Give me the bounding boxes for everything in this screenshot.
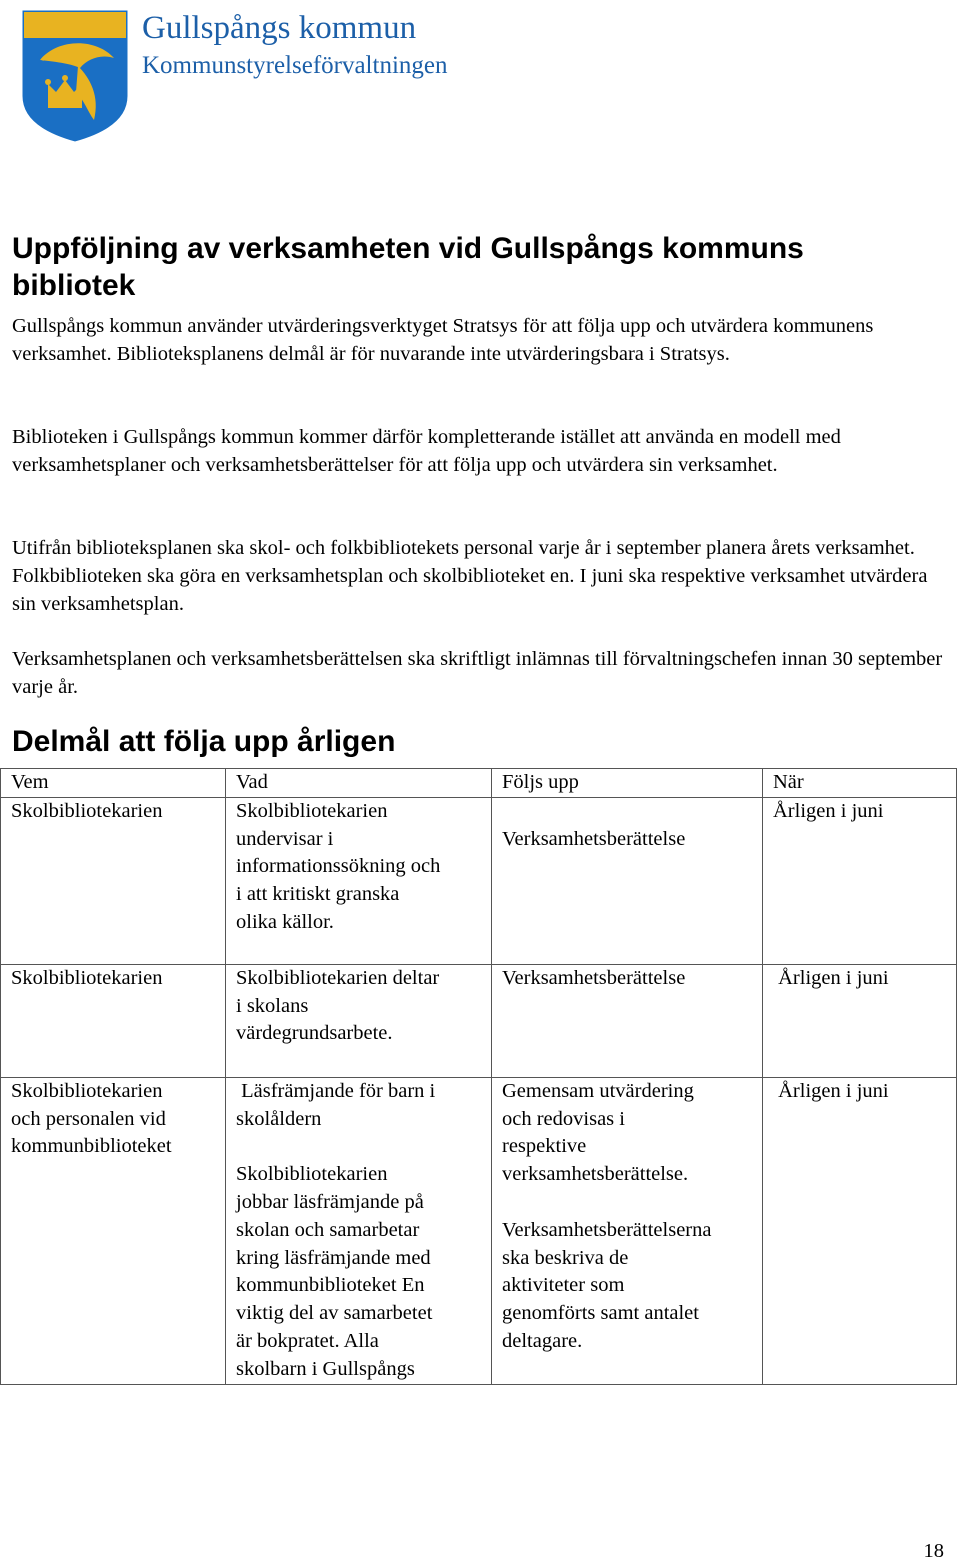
header-vem: Vem xyxy=(1,769,226,798)
department-name: Kommunstyrelseförvaltningen xyxy=(142,52,448,79)
cell-foljs-upp: Verksamhetsberättelse xyxy=(492,797,763,964)
paragraph-submission: Verksamhetsplanen och verksamhetsberättelsen ska skriftligt inlämnas till förvaltningschefen innan 30 september varje år. xyxy=(12,648,943,698)
header-vad: Vad xyxy=(226,769,492,798)
cell-nar: Årligen i juni xyxy=(763,797,957,964)
header-nar: När xyxy=(763,769,957,798)
municipal-crest-logo xyxy=(18,8,132,144)
paragraph-planning: Utifrån biblioteksplanen ska skol- och folkbibliotekets personal varje år i september planera årets verksamhet. Folkbiblioteken ska göra en verksamhetsplan och skolbiblioteket en. I juni ska respektive verksamhet utvärdera sin verksamhetsplan. xyxy=(12,537,928,615)
cell-vem: Skolbibliotekarien xyxy=(1,797,226,964)
cell-vem: Skolbibliotekarien xyxy=(1,964,226,1077)
table-row xyxy=(1,797,957,964)
page-number: 18 xyxy=(923,1540,944,1562)
cell-foljs-upp: Gemensam utvärdering och redovisas i respektive verksamhetsberättelse. Verksamhetsberättelserna ska beskriva de aktiviteter som genomförts samt antalet deltagare. xyxy=(492,1077,763,1384)
cell-vad: Skolbibliotekarien undervisar i informationssökning och i att kritiskt granska olika källor. xyxy=(226,797,492,964)
paragraph-model: Biblioteken i Gullspångs kommun kommer därför kompletterande istället att använda en modell med verksamhetsplaner och verksamhetsberättelser för att följa upp och utvärdera sin verksamhet. xyxy=(12,426,841,476)
paragraph-stratsys: Gullspångs kommun använder utvärderingsverktyget Stratsys för att följa upp och utvärdera kommunens verksamhet. Biblioteksplanens delmål är för nuvarande inte utvärderingsbara i Stratsys. xyxy=(12,315,874,365)
table-header-row xyxy=(1,769,957,798)
header-foljs-upp: Följs upp xyxy=(492,769,763,798)
cell-nar: Årligen i juni xyxy=(763,964,957,1077)
cell-foljs-upp: Verksamhetsberättelse xyxy=(492,964,763,1077)
cell-vad: Läsfrämjande för barn i skolåldern Skolbibliotekarien jobbar läsfrämjande på skolan och samarbetar kring läsfrämjande med kommunbiblioteket En viktig del av samarbetet är bokpratet. Alla skolbarn i Gullspångs xyxy=(226,1077,492,1384)
cell-vad: Skolbibliotekarien deltar i skolans värdegrundsarbete. xyxy=(226,964,492,1077)
table-row xyxy=(1,964,957,1077)
cell-nar: Årligen i juni xyxy=(763,1077,957,1384)
letterhead xyxy=(18,8,558,148)
section-heading: Delmål att följa upp årligen xyxy=(12,725,396,758)
table-row xyxy=(1,1077,957,1384)
document-title: Uppföljning av verksamheten vid Gullspångs kommuns bibliotek xyxy=(12,232,804,302)
cell-vem: Skolbibliotekarien och personalen vid kommunbiblioteket xyxy=(1,1077,226,1384)
goals-table xyxy=(0,768,957,1385)
organization-name: Gullspångs kommun xyxy=(142,10,417,46)
